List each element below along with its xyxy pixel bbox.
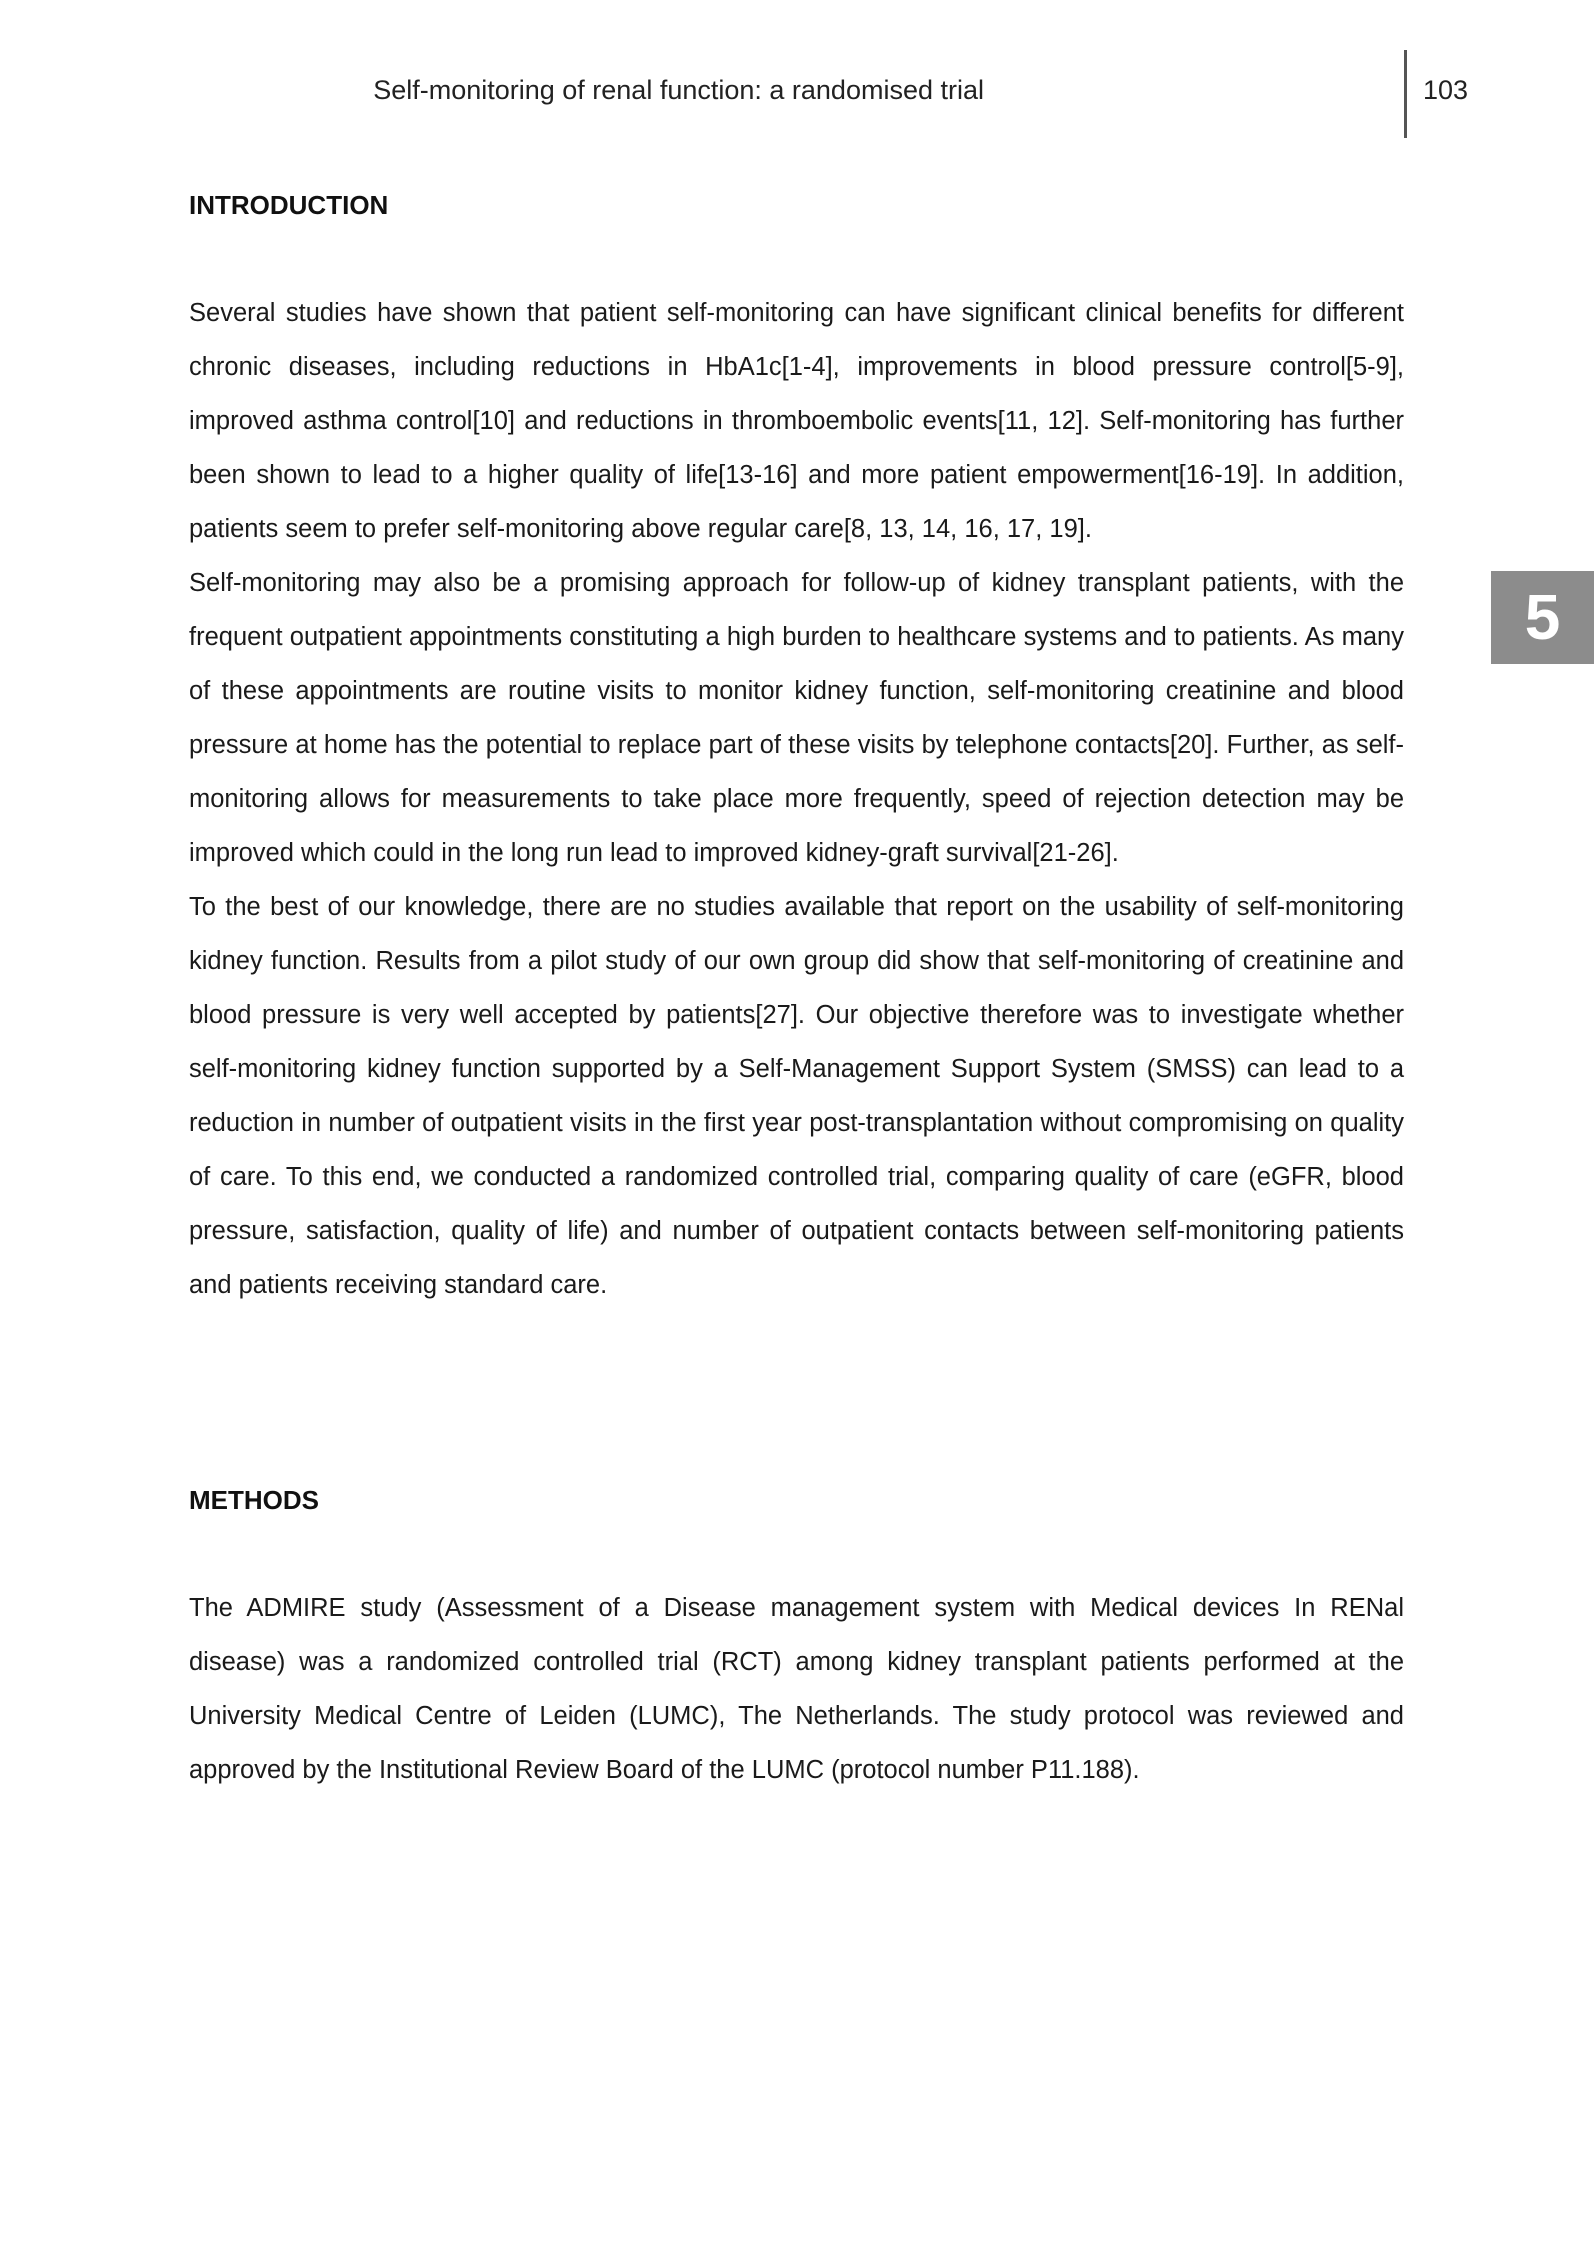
section-heading-methods: METHODS xyxy=(189,1485,319,1515)
intro-paragraph-3: To the best of our knowledge, there are no studies available that report on the usability of self-monitoring kidney function. Results from a pilot study of our own group did show that self-monitoring of creatinine and blood pressure is very well accepted by patients[27]. Our objective therefore was to investigate whether self-monitoring kidney function supported by a Self-Management Support System (SMSS) can lead to a reduction in number of outpatient visits in the first year post-transplantation without compromising on quality of care. To this end, we conducted a randomized controlled trial, comparing quality of care (eGFR, blood pressure, satisfaction, quality of life) and number of outpatient contacts between self-monitoring patients and patients receiving standard care. xyxy=(189,893,1404,1299)
header-divider xyxy=(1404,50,1407,138)
chapter-tab: 5 xyxy=(1491,571,1594,664)
methods-paragraph-1: The ADMIRE study (Assessment of a Disease management system with Medical devices In RENal disease) was a randomized controlled trial (RCT) among kidney transplant patients performed at the University Medical Centre of Leiden (LUMC), The Netherlands. The study protocol was reviewed and approved by the Institutional Review Board of the LUMC (protocol number P11.188). xyxy=(189,1594,1404,1784)
running-header-title: Self-monitoring of renal function: a randomised trial xyxy=(373,75,984,105)
intro-paragraph-1: Several studies have shown that patient self-monitoring can have significant clinical benefits for different chronic diseases, including reductions in HbA1c[1-4], improvements in blood pressure control[5-9], improved asthma control[10] and reductions in thromboembolic events[11, 12]. Self-monitoring has further been shown to lead to a higher quality of life[13-16] and more patient empowerment[16-19]. In addition, patients seem to prefer self-monitoring above regular care[8, 13, 14, 16, 17, 19]. xyxy=(189,299,1404,543)
methods-text xyxy=(189,1581,1404,1797)
intro-paragraph-2: Self-monitoring may also be a promising approach for follow-up of kidney transplant patients, with the frequent outpatient appointments constituting a high burden to healthcare systems and to patients. As many of these appointments are routine visits to monitor kidney function, self-monitoring creatinine and blood pressure at home has the potential to replace part of these visits by telephone contacts[20]. Further, as self-monitoring allows for measurements to take place more frequently, speed of rejection detection may be improved which could in the long run lead to improved kidney-graft survival[21-26]. xyxy=(189,569,1404,867)
section-heading-introduction: INTRODUCTION xyxy=(189,190,389,220)
page-number: 103 xyxy=(1423,75,1469,105)
introduction-text xyxy=(189,286,1404,1312)
